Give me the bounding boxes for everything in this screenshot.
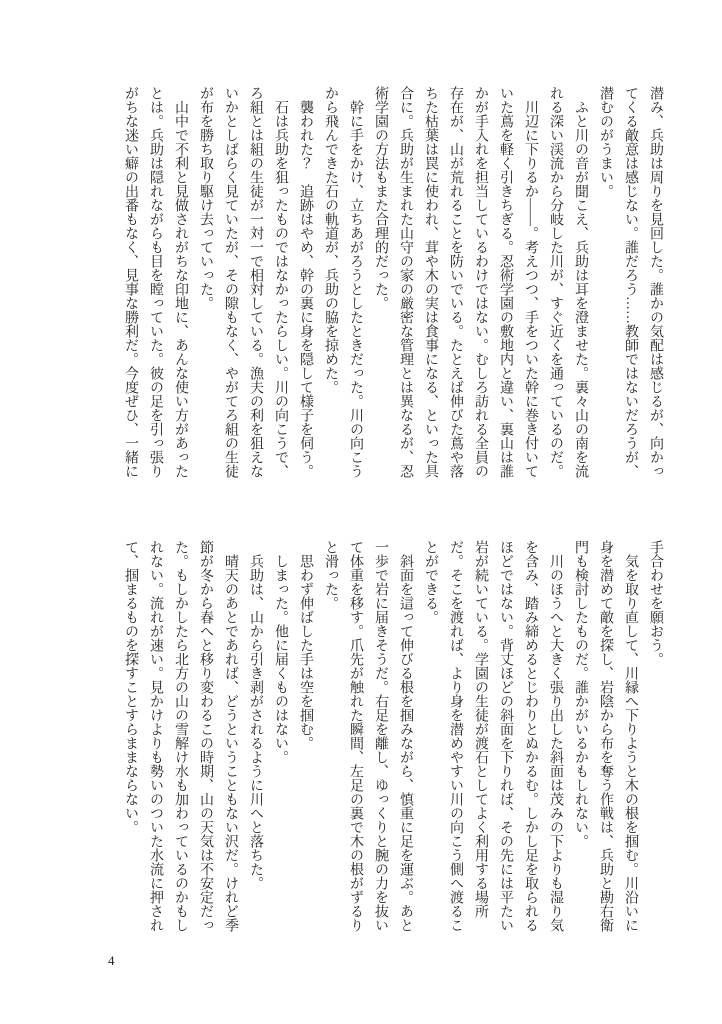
- paragraph: 斜面を這って伸びる根を掴みながら、慎重に足を運ぶ。あと一歩で岩に届きそうだ。右足を離し、ゆっくりと腕の力を抜いて体重を移す。爪先が触れた瞬間、左足の裏で木の根がずるりと滑った。: [323, 540, 413, 932]
- page-number: 4: [108, 953, 115, 968]
- paragraph: 幹に手をかけ、立ちあがろうとしたときだった。川の向こうから飛んできた石の軌道が、兵助の脇を掠めた。: [323, 86, 363, 478]
- paragraph: しまった。他に届くものはない。: [273, 554, 288, 764]
- paragraph: 山中で不利と見做されがちな印地に、あんな使い方があったとは。兵助は隠れながらも目を瞠っていた。彼の足を引っ張りがちな迷い癖の出番もなく、見事な勝利だ。今度ぜひ、一緒に: [123, 86, 188, 478]
- paragraph: 手合わせを願おう。: [648, 540, 663, 666]
- paragraph: 晴天のあとであれば、どうということもない沢だ。けれど季節が冬から春へと移り変わるこの時期、山の天気は不安定だった。もしかしたら北方の山の雪解け水も加わっているのかもしれない。流れが速い。見かけよりも勢いのついた水流に押されて、掴まるものを探すことすらままならない。: [123, 540, 238, 932]
- paragraph: 川辺に下りるか――。考えつつ、手をついた幹に巻き付いていた蔦を軽く引きちぎる。忍術学園の敷地内と違い、裏山は誰かが手入れを担当しているわけではない。むしろ訪れる全員の存在が、山が荒れることを防いでいる。たとえば伸びた蔦や落ちた枯葉は罠に使われ、茸や木の実は食事になる、といった具合に。兵助が生まれた山守の家の厳密な管理とは異なるが、忍術学園の方法もまた合理的だった。: [373, 86, 538, 478]
- paragraph: 川のほうへと大きく張り出した斜面は茂みの下よりも湿り気を含み、踏み締めるとじわりとぬかるむ。しかし足を取られるほどではない。背丈ほどの斜面を下りれば、その先には平たい岩が続いている。学園の生徒が渡石としてよく利用する場所だ。そこを渡れば、より身を潜めやすい川の向こう側へ渡ることができる。: [423, 540, 563, 932]
- paragraph: 潜み、兵助は周りを見回した。誰かの気配は感じるが、向かってくる敵意は感じない。誰だろう……教師ではないだろうが、潜むのがうまい。: [598, 86, 663, 478]
- paragraph: 気を取り直して、川縁へ下りようと木の根を掴む。川沿いに身を潜めて敵を探し、岩陰から布を奪う作戦は、兵助と勘右衛門も検討したものだ。誰かがいるかもしれない。: [573, 540, 638, 932]
- paragraph: 襲われた？ 追跡はやめ、幹の裏に身を隠して様子を伺う。: [298, 100, 313, 478]
- paragraph: 石は兵助を狙ったものではなかったらしい。川の向こうで、ろ組とは組の生徒が一対一で相対している。漁夫の利を狙えないかとしばらく見ていたが、その隙もなく、やがてろ組の生徒が布を勝ち取り駆け去っていった。: [198, 86, 288, 478]
- paragraph: 思わず伸ばした手は空を掴む。: [298, 554, 313, 750]
- paragraph: 兵助は、山から引き剥がされるように川へと落ちた。: [248, 554, 263, 890]
- text-block-top: [116, 86, 668, 480]
- text-block-bottom: [116, 540, 668, 934]
- paragraph: ふと川の音が聞こえ、兵助は耳を澄ませた。裏々山の南を流れる深い渓流から分岐した川が、すぐ近くを通っているのだ。: [548, 86, 588, 478]
